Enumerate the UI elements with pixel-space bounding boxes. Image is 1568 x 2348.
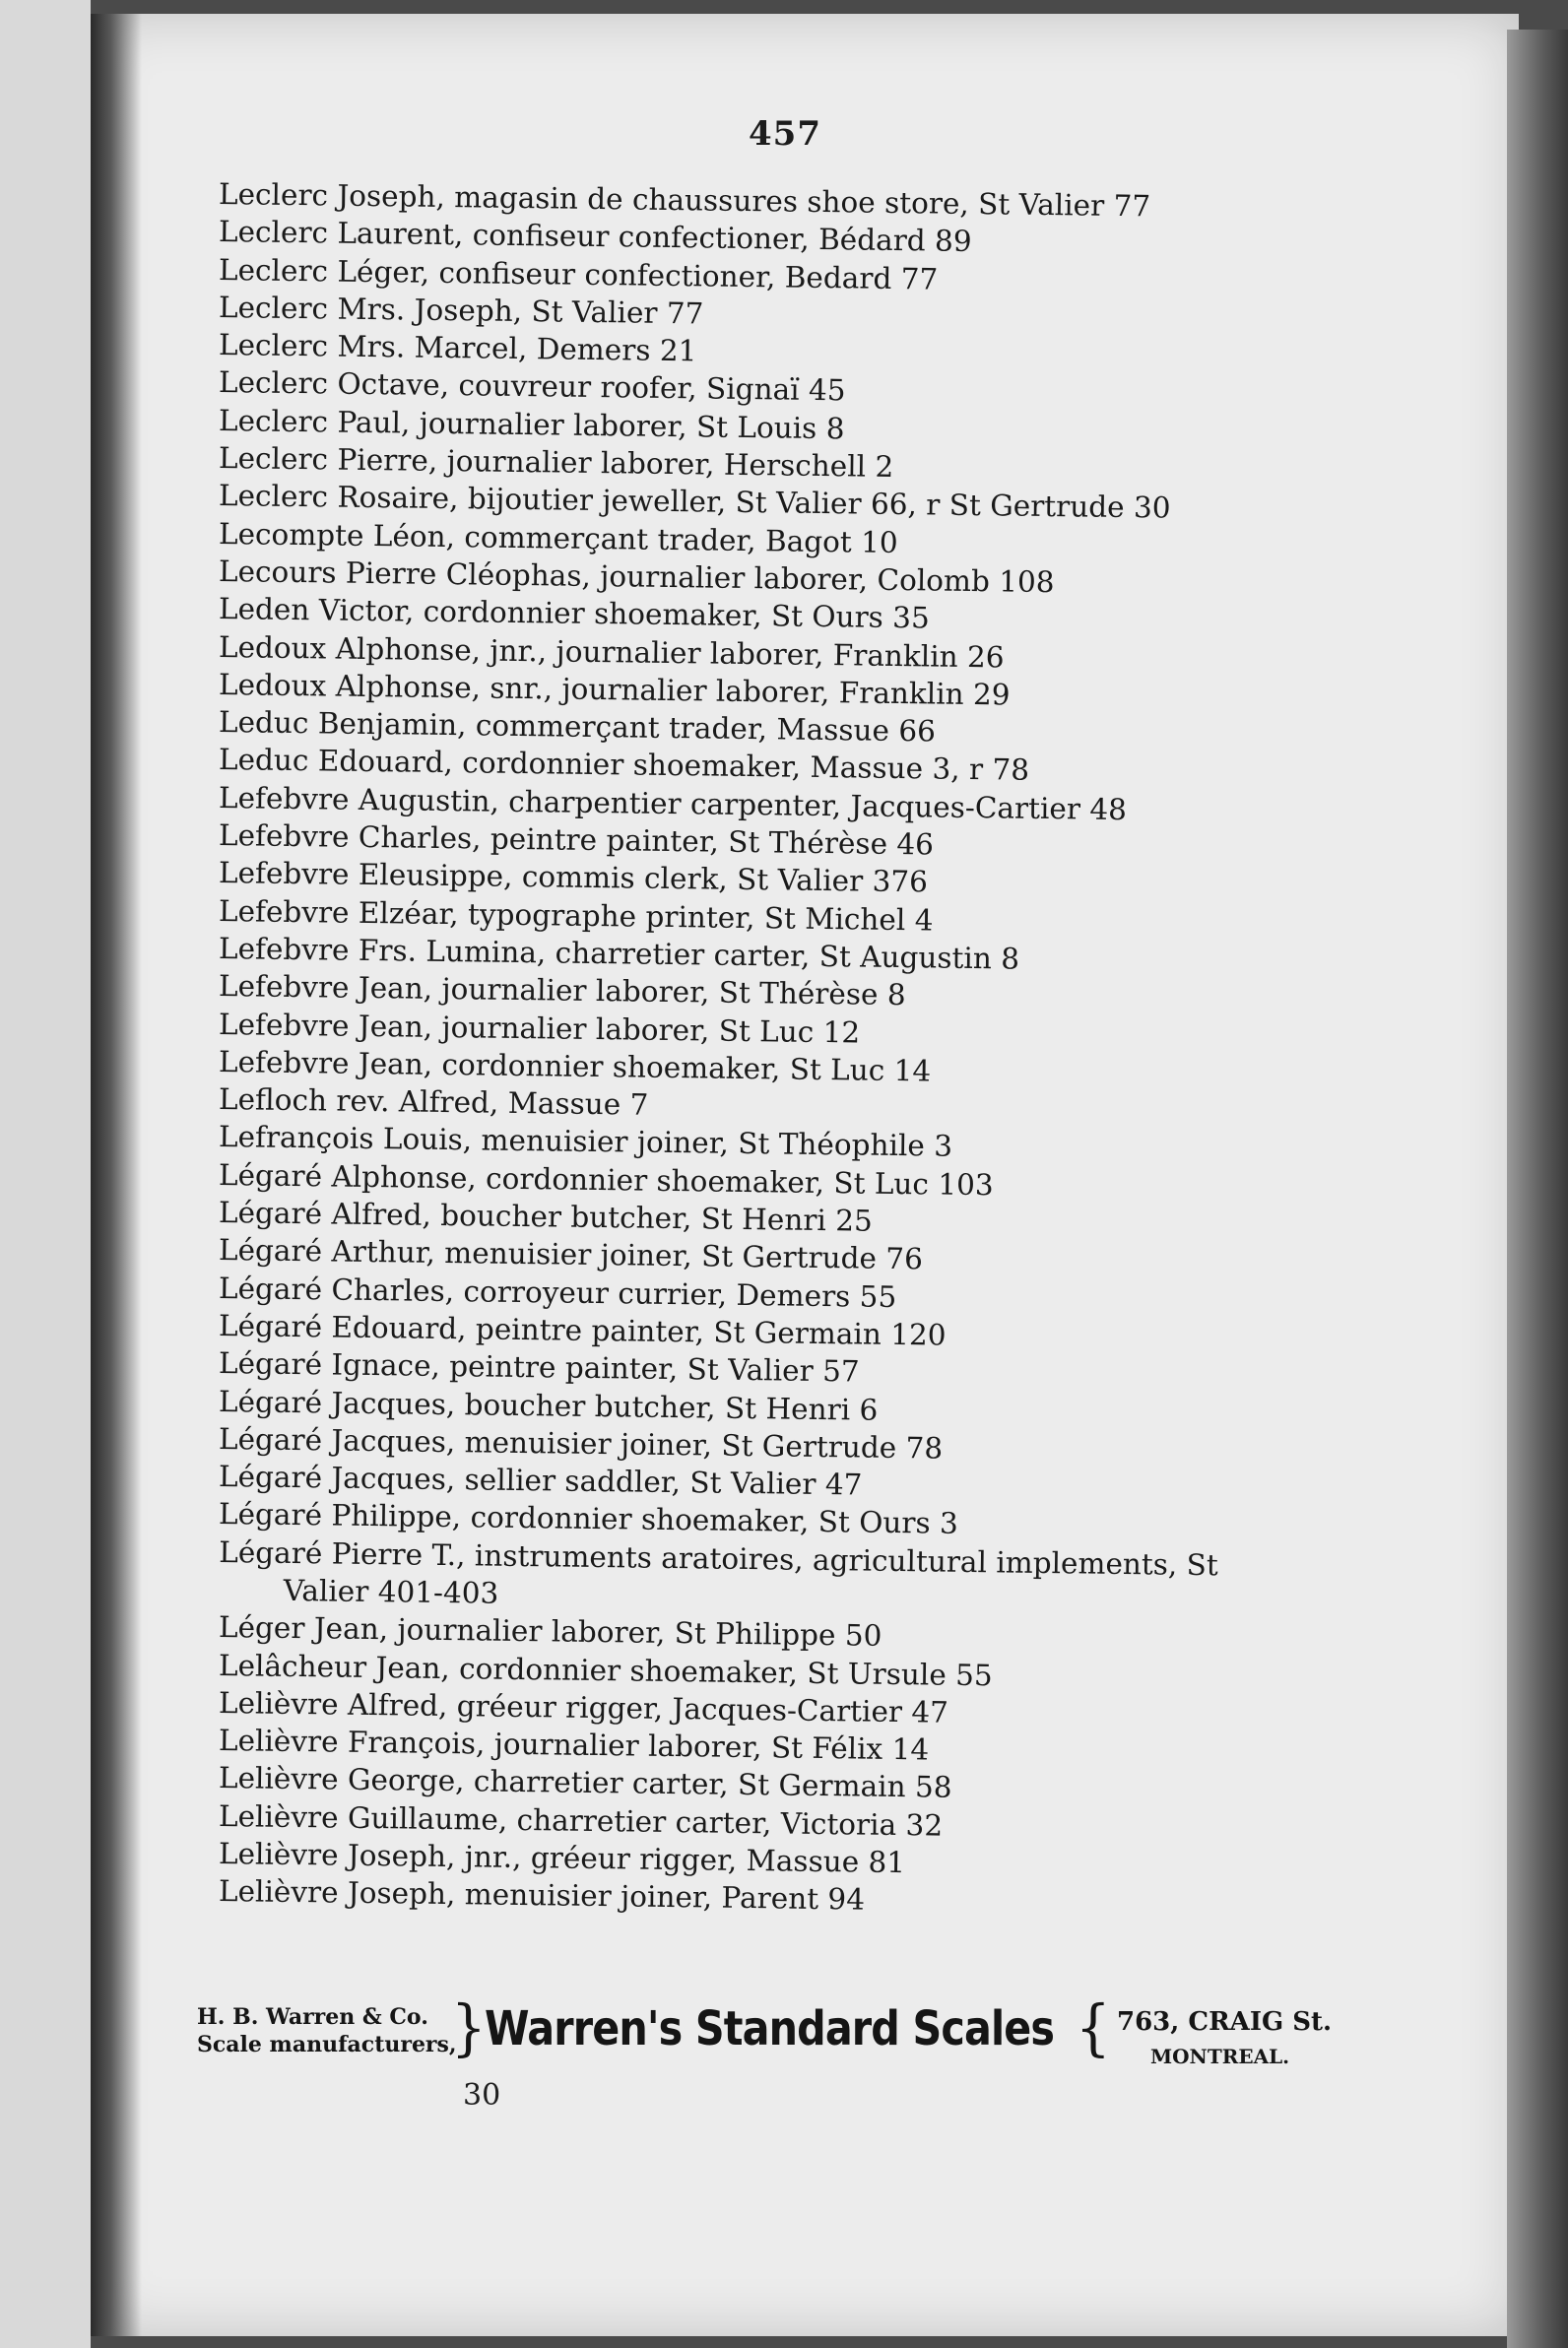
- directory-entries: [218, 175, 1391, 1917]
- signature-mark: 30: [463, 2078, 501, 2113]
- ad-company-descriptor: Scale manufacturers,: [197, 2032, 457, 2057]
- directory-entry: Lelièvre George, charretier carter, St Germain 58: [218, 1761, 952, 1805]
- directory-entry: Leclerc Laurent, confiseur confectioner, Bédard 89: [218, 215, 972, 259]
- directory-entry: Légaré Jacques, sellier saddler, St Valier 47: [218, 1460, 863, 1502]
- directory-entry: Lelièvre Alfred, gréeur rigger, Jacques-Cartier 47: [218, 1685, 949, 1729]
- directory-entry: Leclerc Paul, journalier laborer, St Louis 8: [218, 403, 845, 446]
- directory-entry: Lelièvre François, journalier laborer, St Félix 14: [218, 1724, 930, 1767]
- directory-entry: Léger Jean, journalier laborer, St Philippe 50: [218, 1610, 882, 1654]
- directory-entry: Lefrançois Louis, menuisier joiner, St Théophile 3: [218, 1120, 953, 1164]
- ad-company: [197, 2003, 457, 2058]
- ad-brace-left: }: [451, 1992, 487, 2064]
- directory-entry: Légaré Arthur, menuisier joiner, St Gertrude 76: [218, 1233, 924, 1276]
- directory-entry: Lelièvre Joseph, jnr., gréeur rigger, Massue 81: [218, 1837, 906, 1880]
- directory-entry: Leduc Benjamin, commerçant trader, Massue 66: [218, 705, 937, 749]
- directory-entry: Légaré Edouard, peintre painter, St Germain 120: [218, 1308, 947, 1352]
- directory-entry: Leclerc Pierre, journalier laborer, Herschell 2: [218, 441, 894, 485]
- directory-entry: Lefebvre Augustin, charpentier carpenter, Jacques-Cartier 48: [218, 780, 1128, 826]
- adjacent-page-strip: [0, 0, 91, 2348]
- directory-entry: Lefebvre Jean, journalier laborer, St Thérèse 8: [218, 969, 906, 1012]
- directory-entry: Lefloch rev. Alfred, Massue 7: [218, 1082, 649, 1122]
- directory-entry: Leclerc Rosaire, bijoutier jeweller, St Valier 66, r St Gertrude 30: [218, 479, 1171, 526]
- spine-shadow: [91, 14, 142, 2336]
- directory-entry: Leden Victor, cordonnier shoemaker, St Ours 35: [218, 592, 930, 635]
- directory-entry: Lelièvre Guillaume, charretier carter, Victoria 32: [218, 1798, 944, 1843]
- directory-entry: Lefebvre Frs. Lumina, charretier carter, St Augustin 8: [218, 931, 1020, 976]
- directory-entry: Lelièvre Joseph, menuisier joiner, Parent 94: [218, 1874, 866, 1917]
- directory-entry: Lefebvre Jean, cordonnier shoemaker, St Luc 14: [218, 1044, 932, 1088]
- directory-entry: Légaré Jacques, boucher butcher, St Henri 6: [218, 1384, 879, 1427]
- ad-address: 763, CRAIG St.: [1117, 2007, 1333, 2037]
- ad-city: MONTREAL.: [1150, 2045, 1290, 2068]
- ad-brace-right: {: [1076, 1992, 1111, 2064]
- directory-entry: Lefebvre Charles, peintre painter, St Thérèse 46: [218, 818, 935, 862]
- directory-entry: Leclerc Léger, confiseur confectioner, Bedard 77: [218, 252, 939, 296]
- directory-entry: Lefebvre Jean, journalier laborer, St Luc 12: [218, 1007, 861, 1050]
- directory-entry: Leclerc Mrs. Marcel, Demers 21: [218, 328, 697, 368]
- page-number: 457: [749, 114, 821, 154]
- directory-entry: Leclerc Joseph, magasin de chaussures shoe store, St Valier 77: [218, 177, 1151, 224]
- directory-entry: Ledoux Alphonse, jnr., journalier laborer, Franklin 26: [218, 629, 1005, 675]
- directory-entry: Lecours Pierre Cléophas, journalier laborer, Colomb 108: [218, 554, 1055, 600]
- directory-entry: Légaré Philippe, cordonnier shoemaker, St Ours 3: [218, 1497, 959, 1541]
- page-edge-shadow: [1507, 30, 1568, 2348]
- directory-entry: Lelâcheur Jean, cordonnier shoemaker, St Ursule 55: [218, 1648, 993, 1692]
- directory-entry: Lefebvre Eleusippe, commis clerk, St Valier 376: [218, 856, 929, 899]
- directory-entry: Lecompte Léon, commerçant trader, Bagot 10: [218, 516, 898, 559]
- directory-entry: Lefebvre Elzéar, typographe printer, St Michel 4: [218, 893, 934, 938]
- directory-entry: Légaré Alfred, boucher butcher, St Henri 25: [218, 1196, 873, 1238]
- directory-entry: Légaré Alphonse, cordonnier shoemaker, St Luc 103: [218, 1157, 994, 1203]
- directory-entry: Légaré Ignace, peintre painter, St Valier 57: [218, 1346, 860, 1389]
- footer-advertisement: [197, 1992, 1379, 2076]
- directory-entry: Leclerc Mrs. Joseph, St Valier 77: [218, 290, 704, 331]
- directory-entry: Ledoux Alphonse, snr., journalier laborer, Franklin 29: [218, 667, 1011, 712]
- directory-entry: Légaré Jacques, menuisier joiner, St Gertrude 78: [218, 1421, 944, 1466]
- wrapped-entry-first-line: Légaré Pierre T., instruments aratoires, agricultural implements, St: [219, 1534, 1218, 1582]
- directory-entry: Légaré Charles, corroyeur currier, Demers 55: [218, 1271, 897, 1314]
- wrapped-entry-continuation: Valier 401-403: [283, 1573, 499, 1610]
- ad-title: Warren's Standard Scales: [485, 2001, 1055, 2056]
- directory-entry: Leduc Edouard, cordonnier shoemaker, Massue 3, r 78: [218, 743, 1030, 788]
- directory-entry: Leclerc Octave, couvreur roofer, Signaï 45: [218, 365, 846, 408]
- ad-company-name: H. B. Warren & Co.: [197, 2004, 428, 2030]
